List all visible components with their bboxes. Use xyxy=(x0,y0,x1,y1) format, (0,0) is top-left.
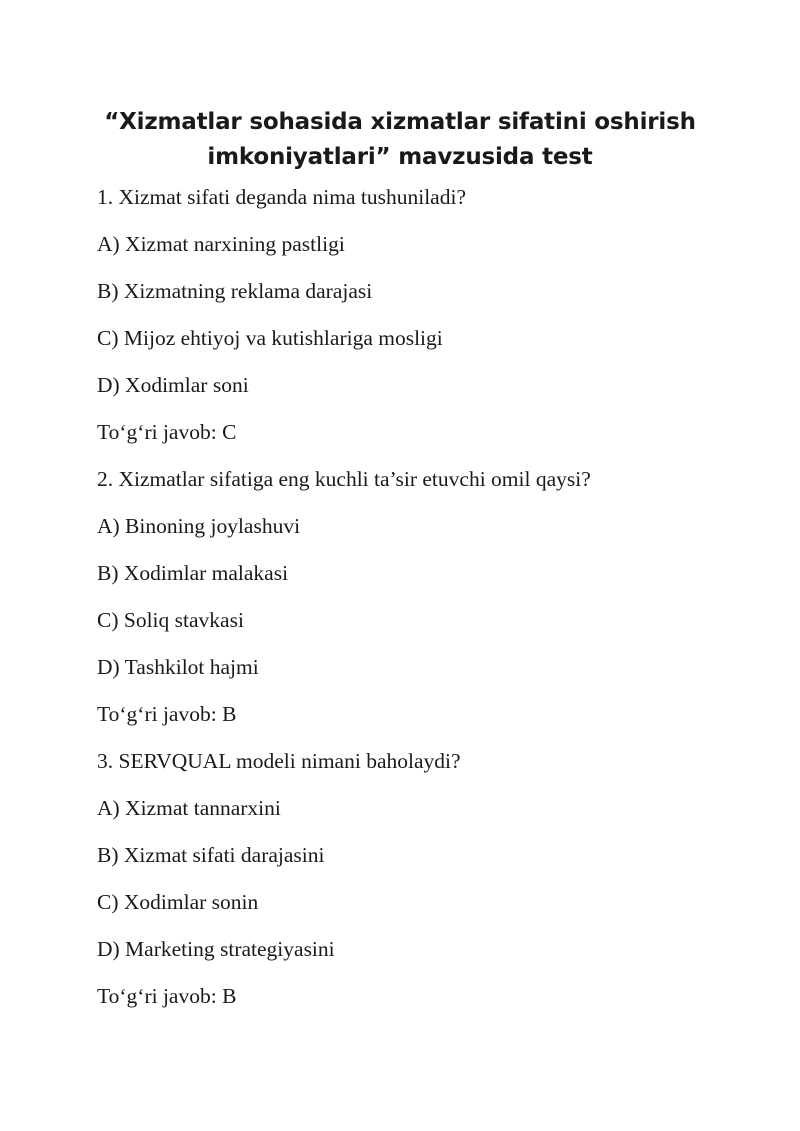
title-line-2: imkoniyatlari” mavzusida test xyxy=(207,144,593,170)
question-1-option-b: B) Xizmatning reklama darajasi xyxy=(97,279,373,303)
question-3-option-b: B) Xizmat sifati darajasini xyxy=(97,843,325,867)
question-3-option-c: C) Xodimlar sonin xyxy=(97,890,259,914)
question-2-option-a: A) Binoning joylashuvi xyxy=(97,514,301,538)
question-1-option-c: C) Mijoz ehtiyoj va kutishlariga mosligi xyxy=(97,326,443,350)
test-content xyxy=(97,182,757,1028)
question-1-option-d: D) Xodimlar soni xyxy=(97,373,249,397)
question-3-option-d: D) Marketing strategiyasini xyxy=(97,937,335,961)
question-2-option-b: B) Xodimlar malakasi xyxy=(97,561,289,585)
question-3-answer: To‘g‘ri javob: B xyxy=(97,984,237,1008)
question-2: 2. Xizmatlar sifatiga eng kuchli ta’sir etuvchi omil qaysi? xyxy=(97,467,591,491)
question-1-option-a: A) Xizmat narxining pastligi xyxy=(97,232,345,256)
question-3: 3. SERVQUAL modeli nimani baholaydi? xyxy=(97,749,461,773)
question-1-answer: To‘g‘ri javob: C xyxy=(97,420,237,444)
document-title xyxy=(60,105,740,175)
question-2-answer: To‘g‘ri javob: B xyxy=(97,702,237,726)
title-line-1: “Xizmatlar sohasida xizmatlar sifatini oshirish xyxy=(104,109,696,135)
question-1: 1. Xizmat sifati deganda nima tushuniladi? xyxy=(97,185,466,209)
question-2-option-d: D) Tashkilot hajmi xyxy=(97,655,259,679)
question-2-option-c: C) Soliq stavkasi xyxy=(97,608,244,632)
question-3-option-a: A) Xizmat tannarxini xyxy=(97,796,281,820)
